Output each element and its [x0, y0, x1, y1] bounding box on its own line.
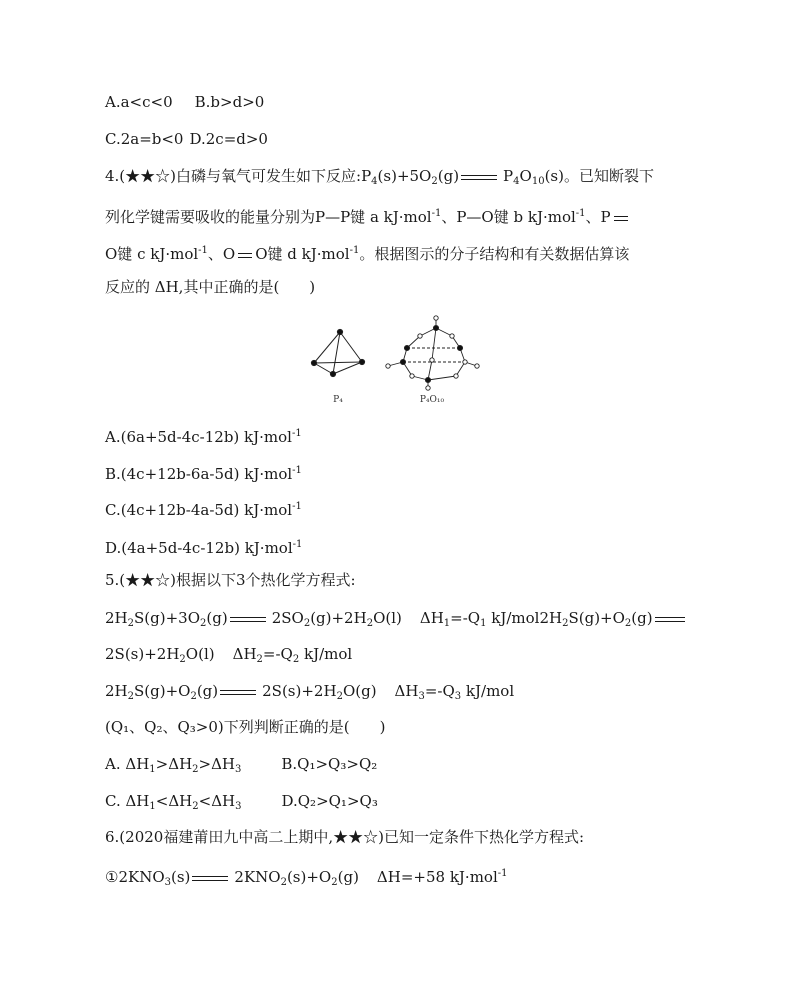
- option-b: B.b>d>0: [194, 93, 265, 111]
- q4-rest2: O键 c kJ·mol: [105, 245, 199, 263]
- q4-option-a: A.(6a+5d-4c-12b) kJ·mol$^{-1}$: [105, 428, 302, 446]
- q5-option-c: C. $\Delta H_1<\Delta H_2<\Delta H_3$: [105, 792, 242, 812]
- q6-head: [105, 827, 584, 847]
- p4-molecule: [311, 329, 364, 376]
- p4o10-label: P₄O₁₀: [419, 395, 445, 405]
- q4-line-4: [105, 277, 315, 297]
- p4o10-molecule: [386, 316, 479, 390]
- option-a: A.a<c<0: [105, 93, 173, 111]
- q5-options-cd: [105, 791, 378, 817]
- q4-option-b-text: B.(4c+12b-6a-5d) kJ·mol: [105, 465, 293, 483]
- q6-head-text: 6.(2020福建莆田九中高二上期中,★★☆)已知一定条件下热化学方程式:: [105, 828, 585, 846]
- equilibrium-sign: [461, 174, 497, 181]
- q5-condition-text: (Q₁、Q₂、Q₃>0)下列判断正确的是( ): [105, 718, 386, 736]
- option-row-cd: [105, 129, 268, 149]
- q5-options-ab: [105, 754, 377, 780]
- q4-option-b: B.(4c+12b-6a-5d) kJ·mol$^{-1}$: [105, 465, 302, 483]
- molecule-figure: [300, 310, 490, 410]
- q5-head-text: 5.(★★☆)根据以下3个热化学方程式:: [105, 571, 356, 589]
- q4-rest1: 列化学键需要吸收的能量分别为P—P键 a kJ·mol: [105, 208, 432, 226]
- q5-eq-line-2: $2S(s)+2H_2O(l)$ $\Delta H_2=-Q_2$ kJ/mol: [105, 645, 353, 665]
- q4-option-c-text: C.(4c+12b-4a-5d) kJ·mol: [105, 501, 293, 519]
- q5-head: [105, 570, 356, 590]
- option-d: D.2c=d>0: [189, 130, 268, 148]
- q4-rest3: 反应的 ΔH,其中正确的是( ): [105, 278, 316, 296]
- q4-option-d-text: D.(4a+5d-4c-12b) kJ·mol: [105, 539, 293, 557]
- q5-option-a: A. $\Delta H_1>\Delta H_2>\Delta H_3$: [105, 755, 242, 775]
- q4-line-1: 4.(★★☆)白磷与氧气可发生如下反应$:P_4(s)+5O_2(g)$ $P_4O_{10}(s)$。已知断裂下: [105, 167, 654, 187]
- q4-head: 4.(★★☆)白磷与氧气可发生如下反应:P: [105, 167, 372, 185]
- q5-condition: [105, 717, 385, 737]
- q4-line-3: O键 c kJ·mol$^{-1}$、O O键 d kJ·mol$^{-1}$。根据图示的分子结构和有关数据估算该: [105, 245, 630, 263]
- q4-option-a-text: A.(6a+5d-4c-12b) kJ·mol: [105, 428, 292, 446]
- q4-option-c: C.(4c+12b-4a-5d) kJ·mol$^{-1}$: [105, 501, 302, 519]
- option-row-ab: [105, 92, 264, 112]
- q5-eq-line-1: $2H_2S(g)+3O_2(g)$ $2SO_2(g)+2H_2O(l)$ $\Delta H_1=-Q_1$ $kJ/mol2H_2S(g)+O_2(g)$: [105, 608, 691, 634]
- q5-option-d: D.Q₂>Q₁>Q₃: [281, 792, 378, 810]
- q5-option-b: B.Q₁>Q₃>Q₂: [281, 755, 378, 773]
- q4-line-2: 列化学键需要吸收的能量分别为P—P键 a kJ·mol$^{-1}$、P—O键 b kJ·mol$^{-1}$、P: [105, 204, 631, 227]
- option-c: C.2a=b<0: [105, 130, 184, 148]
- p4-label: P₄: [333, 395, 343, 405]
- q5-eq-line-3: $2H_2S(g)+O_2(g)$ $2S(s)+2H_2O(g)$ $\Delta H_3=-Q_3$ kJ/mol: [105, 682, 515, 702]
- q4-option-d: D.(4a+5d-4c-12b) kJ·mol$^{-1}$: [105, 539, 303, 557]
- q6-equation-1: $①2KNO_3(s)$ $2KNO_2(s)+O_2(g)$ ΔH=+58 kJ·mol$^{-1}$: [105, 868, 508, 888]
